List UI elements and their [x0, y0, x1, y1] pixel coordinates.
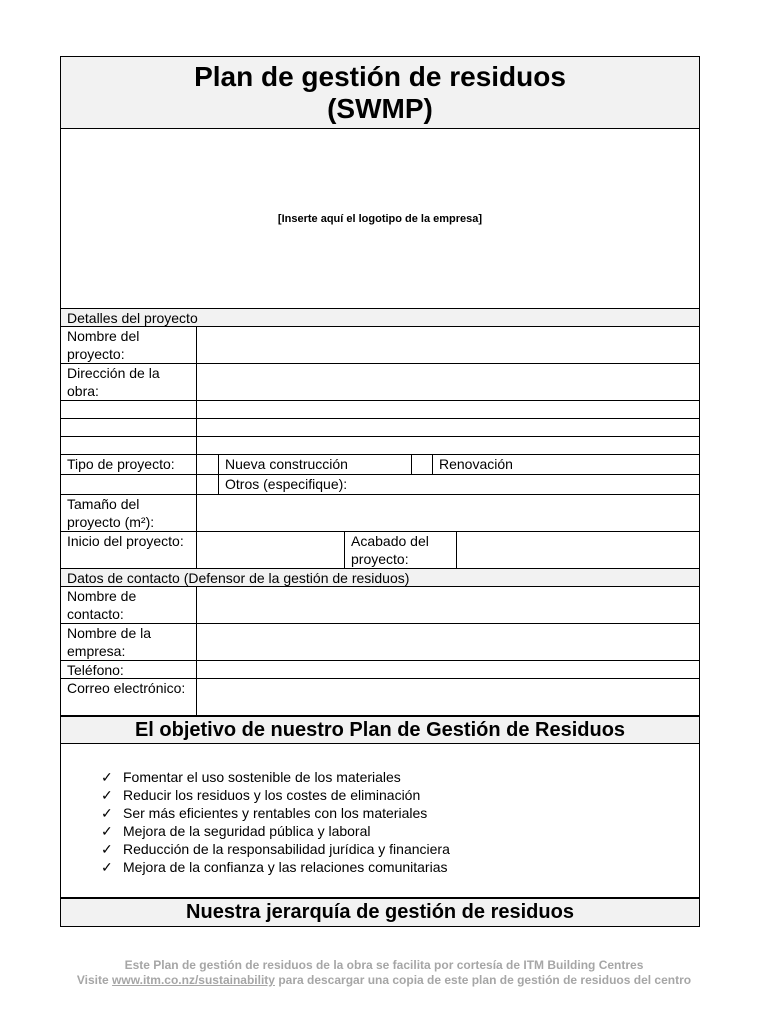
objective-title: El objetivo de nuestro Plan de Gestión de Residuos [134, 718, 626, 741]
hierarchy-title: Nuestra jerarquía de gestión de residuos [186, 901, 574, 923]
objective-item-text: Mejora de la seguridad pública y laboral [123, 823, 371, 839]
title-block [61, 57, 699, 129]
objective-item-text: Ser más eficientes y rentables con los materiales [123, 805, 428, 821]
logo-placeholder: [Inserte aquí el logotipo de la empresa] [277, 212, 483, 225]
start-label: Inicio del proyecto: [61, 532, 197, 568]
email-label: Correo electrónico: [61, 679, 197, 715]
list-item [101, 768, 450, 786]
renovation-checkbox[interactable] [411, 455, 433, 474]
address-line-3-field[interactable] [197, 419, 699, 436]
project-name-row [61, 327, 699, 364]
project-type-other-row [61, 475, 699, 495]
hierarchy-header [61, 898, 699, 926]
logo-area[interactable] [61, 129, 699, 309]
check-icon: ✓ [101, 841, 113, 857]
project-dates-row [61, 532, 699, 569]
page-subtitle: (SWMP) [327, 92, 433, 124]
project-section-title: Detalles del proyecto [67, 310, 198, 326]
company-name-field[interactable] [197, 624, 699, 660]
list-item [101, 822, 450, 840]
contact-section-title: Datos de contacto (Defensor de la gestión de residuos) [67, 570, 410, 586]
renovation-label: Renovación [439, 456, 513, 472]
objective-item-text: Mejora de la confianza y las relaciones comunitarias [123, 859, 448, 875]
contact-name-label: Nombre de contacto: [61, 587, 197, 623]
email-row [61, 679, 699, 716]
blank-label [61, 437, 197, 454]
footer-visit-text: Visite [76, 973, 109, 987]
blank-label [61, 401, 197, 418]
address-line-2-field[interactable] [197, 401, 699, 418]
new-construction-checkbox[interactable] [197, 455, 219, 474]
contact-name-field[interactable] [197, 587, 699, 623]
objective-header [61, 716, 699, 744]
objective-item-text: Fomentar el uso sostenible de los materiales [123, 769, 401, 785]
check-icon: ✓ [101, 769, 113, 785]
end-label: Acabado del proyecto: [345, 532, 457, 568]
project-name-field[interactable] [197, 327, 699, 363]
site-address-field[interactable] [197, 364, 699, 400]
company-name-row [61, 624, 699, 661]
page-title: Plan de gestión de residuos [194, 60, 566, 92]
phone-field[interactable] [197, 661, 699, 678]
objective-list [61, 744, 699, 898]
end-date-field[interactable] [457, 532, 699, 568]
check-icon: ✓ [101, 823, 113, 839]
address-line-row [61, 437, 699, 455]
contact-name-row [61, 587, 699, 624]
site-address-label: Dirección de la obra: [61, 364, 197, 400]
new-construction-label: Nueva construcción [225, 456, 348, 472]
blank-label [61, 475, 197, 494]
email-field[interactable] [197, 679, 699, 715]
project-type-label: Tipo de proyecto: [61, 455, 197, 474]
check-icon: ✓ [101, 859, 113, 875]
company-name-label: Nombre de la empresa: [61, 624, 197, 660]
list-item [101, 858, 450, 876]
objective-item-text: Reducir los residuos y los costes de eliminación [123, 787, 421, 803]
other-checkbox[interactable] [197, 475, 219, 494]
site-address-row [61, 364, 699, 401]
check-icon: ✓ [101, 787, 113, 803]
phone-label: Teléfono: [61, 661, 197, 678]
project-size-label: Tamaño del proyecto (m²): [61, 495, 197, 531]
start-date-field[interactable] [197, 532, 345, 568]
footer-line-1: Este Plan de gestión de residuos de la obra se facilita por cortesía de ITM Building Centres [124, 958, 644, 972]
check-icon: ✓ [101, 805, 113, 821]
footer-line-2 [60, 973, 708, 988]
objective-item-text: Reducción de la responsabilidad jurídica y financiera [123, 841, 450, 857]
footer-note [60, 958, 708, 988]
contact-section-header [61, 569, 699, 587]
project-name-label: Nombre del proyecto: [61, 327, 197, 363]
address-line-row [61, 401, 699, 419]
list-item [101, 804, 450, 822]
other-specify-label[interactable]: Otros (especifique): [225, 476, 348, 492]
project-section-header [61, 309, 699, 327]
address-line-row [61, 419, 699, 437]
swmp-form [60, 56, 700, 927]
sustainability-link[interactable]: www.itm.co.nz/sustainability [112, 973, 275, 987]
address-line-4-field[interactable] [197, 437, 699, 454]
project-size-row [61, 495, 699, 532]
list-item [101, 786, 450, 804]
project-size-field[interactable] [197, 495, 699, 531]
footer-rest-text: para descargar una copia de este plan de gestión de residuos del centro [278, 973, 692, 987]
list-item [101, 840, 450, 858]
blank-label [61, 419, 197, 436]
project-type-row [61, 455, 699, 475]
phone-row [61, 661, 699, 679]
